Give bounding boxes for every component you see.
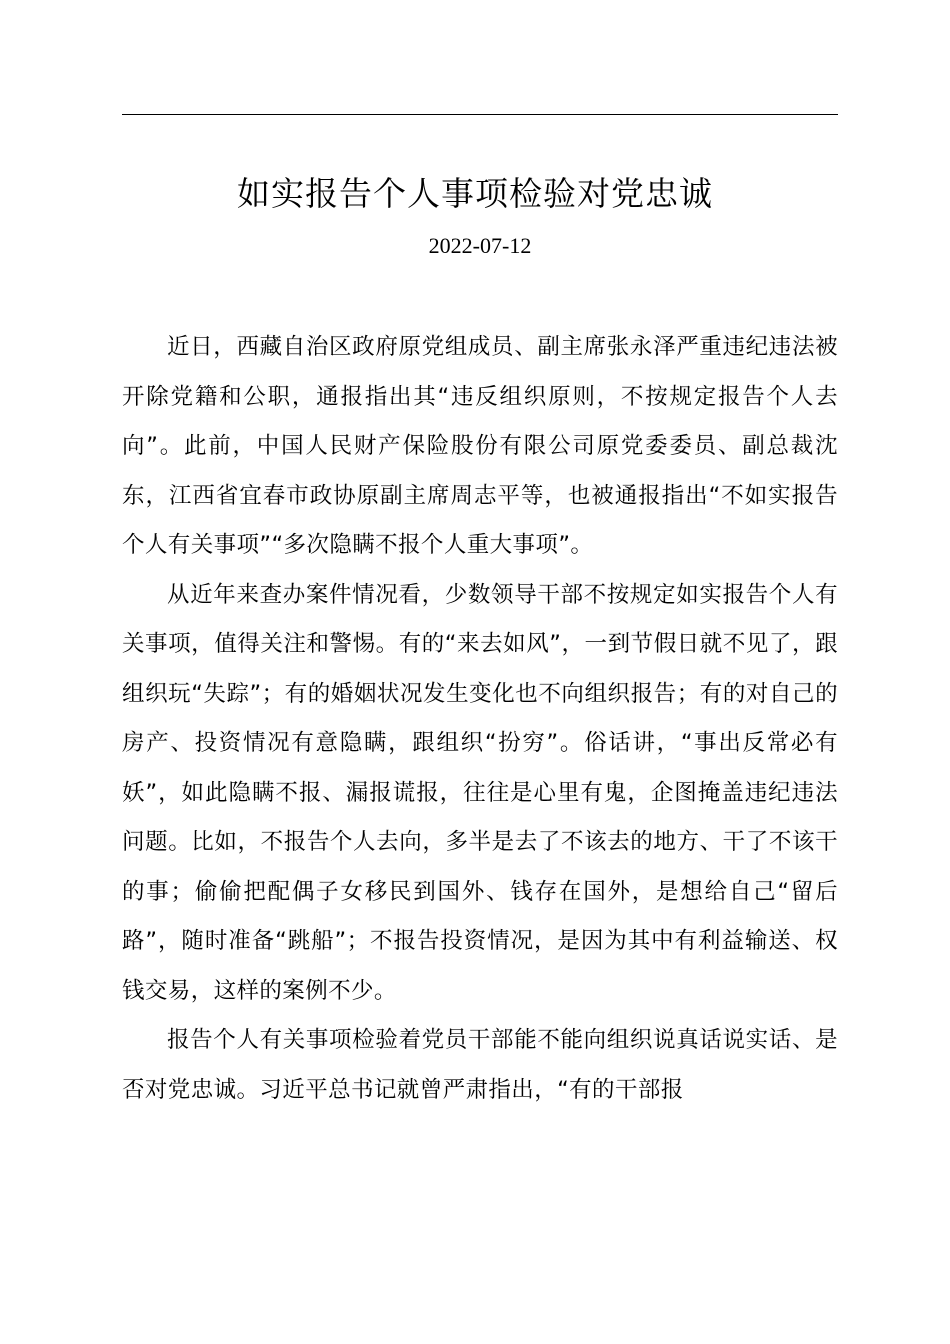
header-rule: [122, 114, 838, 115]
document-title: 如实报告个人事项检验对党忠诚: [237, 174, 713, 213]
document-body: [122, 323, 838, 1115]
paragraph: 近日，西藏自治区政府原党组成员、副主席张永泽严重违纪违法被开除党籍和公职，通报指出其“违反组织原则，不按规定报告个人去向”。此前，中国人民财产保险股份有限公司原党委委员、副总裁沈东，江西省宜春市政协原副主席周志平等，也被通报指出“不如实报告个人有关事项”“多次隐瞒不报个人重大事项”。: [122, 334, 838, 558]
paragraph: 报告个人有关事项检验着党员干部能不能向组织说真话说实话、是否对党忠诚。习近平总书记就曾严肃指出，“有的干部报: [122, 1027, 838, 1103]
document-date: 2022-07-12: [428, 233, 532, 258]
paragraph: 从近年来查办案件情况看，少数领导干部不按规定如实报告个人有关事项，值得关注和警惕。有的“来去如风”，一到节假日就不见了，跟组织玩“失踪”；有的婚姻状况发生变化也不向组织报告；有的对自己的房产、投资情况有意隐瞒，跟组织“扮穷”。俗话讲，“事出反常必有妖”，如此隐瞒不报、漏报谎报，往往是心里有鬼，企图掩盖违纪违法问题。比如，不报告个人去向，多半是去了不该去的地方、干了不该干的事；偷偷把配偶子女移民到国外、钱存在国外，是想给自己“留后路”，随时准备“跳船”；不报告投资情况，是因为其中有利益输送、权钱交易，这样的案例不少。: [122, 581, 838, 1004]
